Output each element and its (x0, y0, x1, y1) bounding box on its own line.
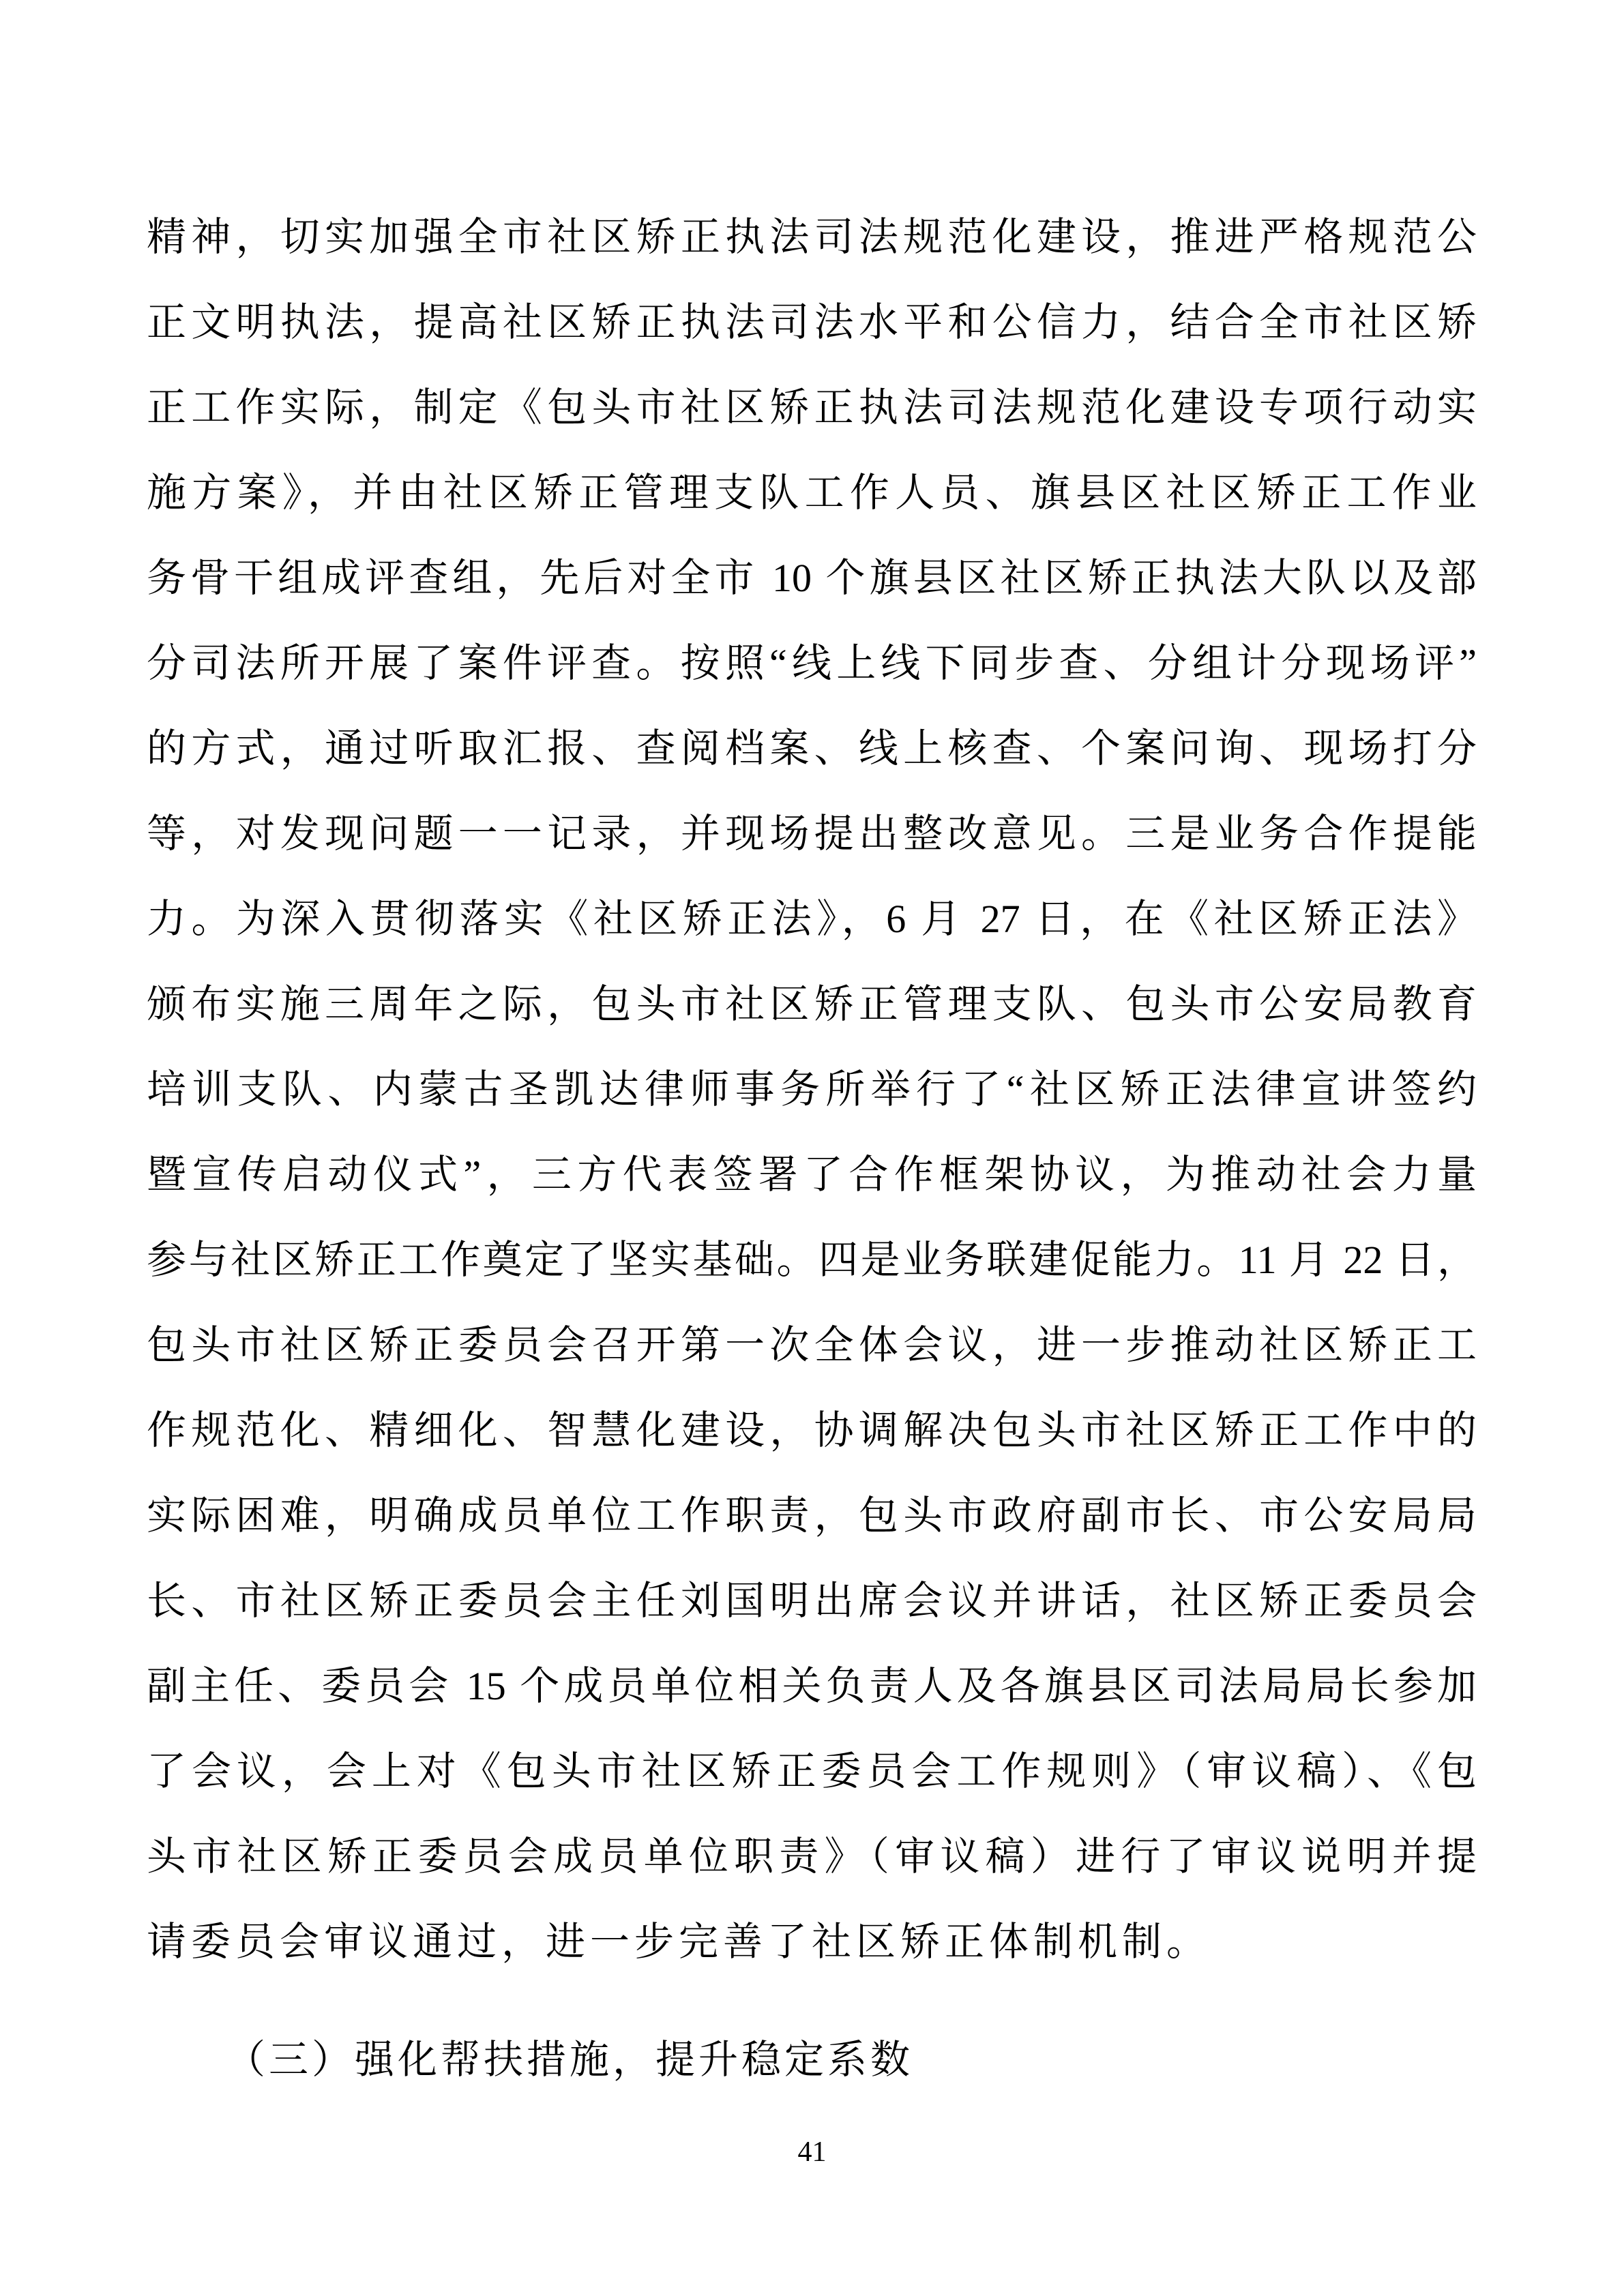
page-number: 41 (797, 2136, 827, 2168)
body-line: 的方式，通过听取汇报、查阅档案、线上核查、个案问询、现场打分 (147, 726, 1477, 771)
body-line: 施方案》，并由社区矫正管理支队工作人员、旗县区社区矫正工作业 (147, 471, 1477, 515)
body-text-block (147, 194, 1477, 2102)
body-line: 实际困难，明确成员单位工作职责，包头市政府副市长、市公安局局 (147, 1493, 1477, 1538)
body-line: 头市社区矫正委员会成员单位职责》（审议稿）进行了审议说明并提 (147, 1834, 1477, 1879)
body-line: 分司法所开展了案件评查。按照“线上线下同步查、分组计分现场评” (147, 641, 1477, 685)
body-line: 暨宣传启动仪式”，三方代表签署了合作框架协议，为推动社会力量 (147, 1152, 1477, 1197)
body-line: 培训支队、内蒙古圣凯达律师事务所举行了“社区矫正法律宣讲签约 (147, 1067, 1477, 1112)
body-line: 正工作实际，制定《包头市社区矫正执法司法规范化建设专项行动实 (147, 385, 1477, 430)
body-line: 正文明执法，提高社区矫正执法司法水平和公信力，结合全市社区矫 (147, 300, 1477, 344)
body-line: 副主任、委员会 15 个成员单位相关负责人及各旗县区司法局局长参加 (147, 1664, 1477, 1708)
body-line: 长、市社区矫正委员会主任刘国明出席会议并讲话，社区矫正委员会 (147, 1579, 1477, 1623)
body-line: 作规范化、精细化、智慧化建设，协调解决包头市社区矫正工作中的 (147, 1408, 1477, 1452)
body-line: 颁布实施三周年之际，包头市社区矫正管理支队、包头市公安局教育 (147, 982, 1477, 1026)
body-line: 等，对发现问题一一记录，并现场提出整改意见。三是业务合作提能 (147, 811, 1477, 856)
body-line: 精神，切实加强全市社区矫正执法司法规范化建设，推进严格规范公 (147, 215, 1477, 259)
body-line: 包头市社区矫正委员会召开第一次全体会议，进一步推动社区矫正工 (147, 1323, 1477, 1367)
body-line: 务骨干组成评查组，先后对全市 10 个旗县区社区矫正执法大队以及部 (147, 556, 1477, 600)
body-line: 参与社区矫正工作奠定了坚实基础。四是业务联建促能力。11 月 22 日， (147, 1238, 1477, 1282)
body-line-paragraph-end: 请委员会审议通过，进一步完善了社区矫正体制机制。 (147, 1920, 1211, 1964)
section-heading: （三）强化帮扶措施，提升稳定系数 (226, 2038, 914, 2082)
body-line: 了会议，会上对《包头市社区矫正委员会工作规则》（审议稿）、《包 (147, 1749, 1477, 1793)
body-line: 力。为深入贯彻落实《社区矫正法》，6 月 27 日，在《社区矫正法》 (147, 897, 1477, 941)
